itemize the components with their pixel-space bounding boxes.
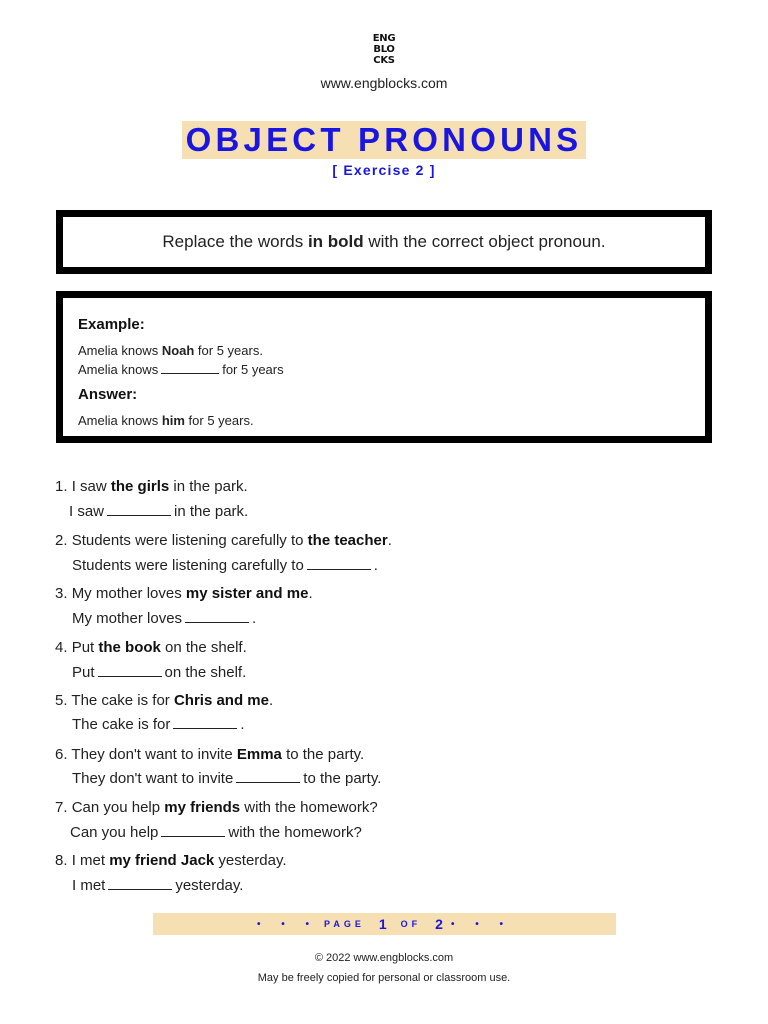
logo-line-1: ENG: [372, 33, 396, 44]
instructions-text: Replace the words in bold with the correct object pronoun.: [162, 232, 606, 251]
answer-line: Amelia knows him for 5 years.: [78, 413, 254, 428]
question-3-sentence: 3. My mother loves my sister and me.: [55, 585, 313, 602]
page-total: 2: [435, 916, 443, 932]
example-line-2: Amelia knows for 5 years: [78, 362, 284, 377]
question-2-sentence: 2. Students were listening carefully to the teacher.: [55, 532, 392, 549]
question-3-answer: My mother loves .: [72, 610, 257, 627]
answer-blank[interactable]: [98, 664, 162, 677]
answer-blank[interactable]: [307, 557, 371, 570]
license-notice: May be freely copied for personal or classroom use.: [257, 972, 511, 984]
exercise-subtitle: [ Exercise 2 ]: [332, 162, 436, 178]
engblocks-logo: [369, 33, 399, 66]
answer-blank[interactable]: [161, 824, 225, 837]
example-blank: [161, 363, 219, 374]
question-1-sentence: 1. I saw the girls in the park.: [55, 478, 248, 495]
page-indicator: [153, 913, 616, 935]
question-8-sentence: 8. I met my friend Jack yesterday.: [55, 852, 287, 869]
page-word: PAGE: [324, 919, 365, 929]
question-6-answer: They don't want to invite to the party.: [72, 770, 382, 787]
answer-blank[interactable]: [107, 503, 171, 516]
instructions-bold: in bold: [307, 232, 364, 251]
answer-blank[interactable]: [173, 716, 237, 729]
of-word: OF: [400, 919, 422, 929]
question-4-sentence: 4. Put the book on the shelf.: [55, 639, 247, 656]
question-6-sentence: 6. They don't want to invite Emma to the party.: [55, 746, 365, 763]
question-8-answer: I met yesterday.: [72, 877, 244, 894]
example-heading: Example:: [78, 316, 145, 333]
answer-blank[interactable]: [236, 770, 300, 783]
answer-blank[interactable]: [108, 877, 172, 890]
page-number: 1: [378, 916, 387, 932]
dots-left: • • •: [256, 918, 319, 930]
question-7-answer: Can you help with the homework?: [70, 824, 362, 841]
logo-line-3: CKS: [373, 55, 395, 66]
question-7-sentence: 7. Can you help my friends with the homework?: [55, 799, 378, 816]
question-4-answer: Put on the shelf.: [72, 664, 247, 681]
question-2-answer: Students were listening carefully to .: [72, 557, 378, 574]
question-5-answer: The cake is for .: [72, 716, 245, 733]
copyright-notice: © 2022 www.engblocks.com: [314, 952, 454, 964]
answer-heading: Answer:: [78, 386, 138, 403]
example-line-1: Amelia knows Noah for 5 years.: [78, 343, 263, 358]
title-wrap: [0, 121, 768, 159]
site-url: www.engblocks.com: [320, 75, 448, 91]
question-5-sentence: 5. The cake is for Chris and me.: [55, 692, 274, 709]
logo-line-2: BLO: [373, 44, 395, 55]
answer-blank[interactable]: [185, 610, 249, 623]
dots-right: • • •: [450, 918, 513, 930]
instructions-box: [56, 210, 712, 274]
example-box: [56, 291, 712, 443]
page-title: OBJECT PRONOUNS: [182, 121, 587, 159]
question-1-answer: I saw in the park.: [69, 503, 249, 520]
